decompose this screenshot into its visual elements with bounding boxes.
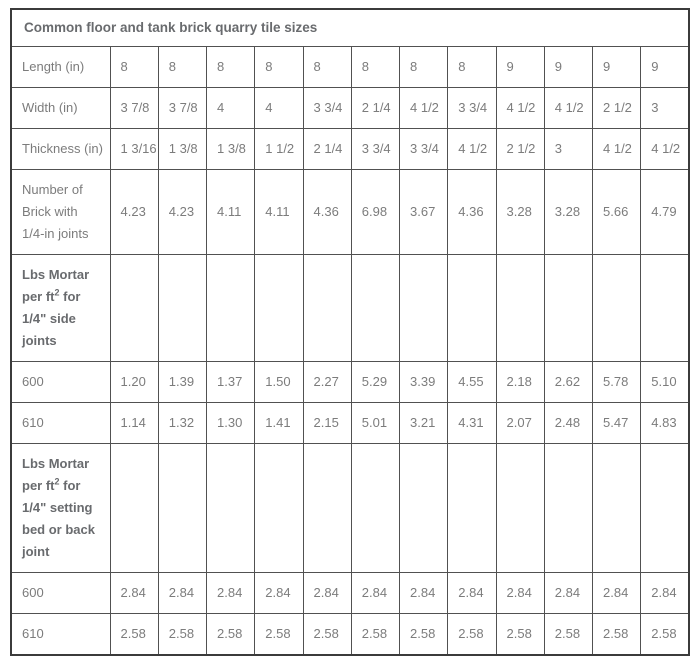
data-cell: 3 7/8 xyxy=(110,88,158,129)
data-cell xyxy=(303,444,351,573)
data-cell: 2.58 xyxy=(448,614,496,656)
data-cell: 2.84 xyxy=(593,573,641,614)
data-cell: 9 xyxy=(496,47,544,88)
row-label: 600 xyxy=(11,362,110,403)
data-cell: 6.98 xyxy=(351,170,399,255)
row-label-text: Lbs Mortar per ft xyxy=(22,456,90,493)
data-cell: 1 3/8 xyxy=(207,129,255,170)
data-cell xyxy=(641,255,689,362)
row-label xyxy=(11,255,110,362)
data-cell: 2.58 xyxy=(158,614,206,656)
data-cell: 2.84 xyxy=(641,573,689,614)
data-cell: 2.84 xyxy=(400,573,448,614)
data-cell xyxy=(207,444,255,573)
data-cell: 3 3/4 xyxy=(448,88,496,129)
row-label-text: for 1/4" setting bed or back joint xyxy=(22,478,95,559)
data-cell: 4 1/2 xyxy=(544,88,592,129)
data-cell: 2 1/2 xyxy=(593,88,641,129)
data-cell: 2.58 xyxy=(641,614,689,656)
data-cell: 2.58 xyxy=(593,614,641,656)
data-cell: 2.58 xyxy=(400,614,448,656)
data-cell: 4.23 xyxy=(158,170,206,255)
data-cell: 5.78 xyxy=(593,362,641,403)
data-cell: 4.11 xyxy=(255,170,303,255)
data-cell: 3 3/4 xyxy=(400,129,448,170)
data-cell xyxy=(255,444,303,573)
data-cell: 4 1/2 xyxy=(593,129,641,170)
data-cell: 4 xyxy=(255,88,303,129)
data-cell xyxy=(400,444,448,573)
data-cell xyxy=(303,255,351,362)
data-cell xyxy=(544,444,592,573)
data-cell: 5.29 xyxy=(351,362,399,403)
row-label: Length (in) xyxy=(11,47,110,88)
data-cell: 2.84 xyxy=(544,573,592,614)
data-cell: 3 xyxy=(544,129,592,170)
thickness-row xyxy=(11,129,689,170)
data-cell: 2.15 xyxy=(303,403,351,444)
width-row xyxy=(11,88,689,129)
data-cell: 3 7/8 xyxy=(158,88,206,129)
row-label: 600 xyxy=(11,573,110,614)
data-cell: 4 1/2 xyxy=(448,129,496,170)
data-cell: 2.84 xyxy=(207,573,255,614)
data-cell: 1.50 xyxy=(255,362,303,403)
data-cell: 2.84 xyxy=(255,573,303,614)
quarry-tile-table xyxy=(10,8,690,656)
data-cell xyxy=(110,255,158,362)
brick-count-row xyxy=(11,170,689,255)
row-label xyxy=(11,444,110,573)
data-cell: 1.14 xyxy=(110,403,158,444)
data-cell: 5.47 xyxy=(593,403,641,444)
data-cell: 4.31 xyxy=(448,403,496,444)
data-cell: 8 xyxy=(207,47,255,88)
mortar-side-600-row xyxy=(11,362,689,403)
data-cell: 2.27 xyxy=(303,362,351,403)
data-cell: 4.11 xyxy=(207,170,255,255)
data-cell: 1.41 xyxy=(255,403,303,444)
data-cell: 1.37 xyxy=(207,362,255,403)
row-label: Width (in) xyxy=(11,88,110,129)
data-cell: 4 1/2 xyxy=(641,129,689,170)
row-label: Thickness (in) xyxy=(11,129,110,170)
data-cell: 1 3/8 xyxy=(158,129,206,170)
data-cell: 2.84 xyxy=(496,573,544,614)
mortar-side-joints-header-row xyxy=(11,255,689,362)
data-cell: 2.62 xyxy=(544,362,592,403)
row-label-text: Lbs Mortar per ft xyxy=(22,267,90,304)
data-cell: 2.58 xyxy=(351,614,399,656)
data-cell: 2.84 xyxy=(110,573,158,614)
data-cell: 8 xyxy=(110,47,158,88)
data-cell: 2.84 xyxy=(303,573,351,614)
data-cell: 2.58 xyxy=(496,614,544,656)
data-cell: 2.84 xyxy=(158,573,206,614)
data-cell xyxy=(207,255,255,362)
data-cell: 3 3/4 xyxy=(303,88,351,129)
mortar-bed-610-row xyxy=(11,614,689,656)
data-cell: 3.39 xyxy=(400,362,448,403)
data-cell xyxy=(593,255,641,362)
mortar-bed-600-row xyxy=(11,573,689,614)
data-cell: 9 xyxy=(593,47,641,88)
data-cell: 8 xyxy=(448,47,496,88)
data-cell: 4.36 xyxy=(303,170,351,255)
data-cell xyxy=(496,255,544,362)
row-label: 610 xyxy=(11,614,110,656)
data-cell: 4.23 xyxy=(110,170,158,255)
data-cell: 3 3/4 xyxy=(351,129,399,170)
data-cell: 2.84 xyxy=(351,573,399,614)
data-cell: 1.32 xyxy=(158,403,206,444)
data-cell: 2.58 xyxy=(255,614,303,656)
data-cell: 8 xyxy=(255,47,303,88)
data-cell: 3.28 xyxy=(544,170,592,255)
data-cell: 2.07 xyxy=(496,403,544,444)
data-cell: 2.48 xyxy=(544,403,592,444)
data-cell xyxy=(255,255,303,362)
data-cell xyxy=(448,444,496,573)
data-cell: 9 xyxy=(641,47,689,88)
data-cell: 2.58 xyxy=(207,614,255,656)
data-cell: 3 xyxy=(641,88,689,129)
data-cell: 3.28 xyxy=(496,170,544,255)
length-row xyxy=(11,47,689,88)
data-cell: 4 1/2 xyxy=(400,88,448,129)
data-cell xyxy=(496,444,544,573)
data-cell: 8 xyxy=(303,47,351,88)
data-cell: 4.36 xyxy=(448,170,496,255)
data-cell: 2 1/2 xyxy=(496,129,544,170)
data-cell: 2.18 xyxy=(496,362,544,403)
data-cell xyxy=(351,255,399,362)
data-cell xyxy=(400,255,448,362)
data-cell: 4 1/2 xyxy=(496,88,544,129)
data-cell: 2 1/4 xyxy=(303,129,351,170)
data-cell xyxy=(544,255,592,362)
superscript: 2 xyxy=(54,476,60,487)
row-label: 610 xyxy=(11,403,110,444)
superscript: 2 xyxy=(54,287,60,298)
data-cell: 8 xyxy=(158,47,206,88)
data-cell xyxy=(351,444,399,573)
data-cell: 2.84 xyxy=(448,573,496,614)
data-cell xyxy=(448,255,496,362)
data-cell xyxy=(110,444,158,573)
data-cell: 3.21 xyxy=(400,403,448,444)
data-cell xyxy=(641,444,689,573)
mortar-side-610-row xyxy=(11,403,689,444)
data-cell: 3.67 xyxy=(400,170,448,255)
data-cell: 4.79 xyxy=(641,170,689,255)
data-cell: 5.66 xyxy=(593,170,641,255)
data-cell xyxy=(158,444,206,573)
data-cell: 5.10 xyxy=(641,362,689,403)
table-title-row xyxy=(11,9,689,47)
data-cell: 2.58 xyxy=(303,614,351,656)
data-cell: 1 1/2 xyxy=(255,129,303,170)
data-cell: 1 3/16 xyxy=(110,129,158,170)
data-cell: 4.83 xyxy=(641,403,689,444)
data-cell: 4.55 xyxy=(448,362,496,403)
data-cell xyxy=(593,444,641,573)
data-cell: 8 xyxy=(351,47,399,88)
row-label-text: for 1/4" side joints xyxy=(22,289,81,348)
data-cell: 2 1/4 xyxy=(351,88,399,129)
data-cell: 1.39 xyxy=(158,362,206,403)
data-cell: 2.58 xyxy=(110,614,158,656)
data-cell: 1.20 xyxy=(110,362,158,403)
row-label: Number of Brick with 1/4-in joints xyxy=(11,170,110,255)
data-cell: 1.30 xyxy=(207,403,255,444)
data-cell: 8 xyxy=(400,47,448,88)
data-cell: 4 xyxy=(207,88,255,129)
data-cell: 5.01 xyxy=(351,403,399,444)
data-cell: 9 xyxy=(544,47,592,88)
data-cell: 2.58 xyxy=(544,614,592,656)
mortar-bed-header-row xyxy=(11,444,689,573)
table-title: Common floor and tank brick quarry tile sizes xyxy=(11,9,689,47)
data-cell xyxy=(158,255,206,362)
